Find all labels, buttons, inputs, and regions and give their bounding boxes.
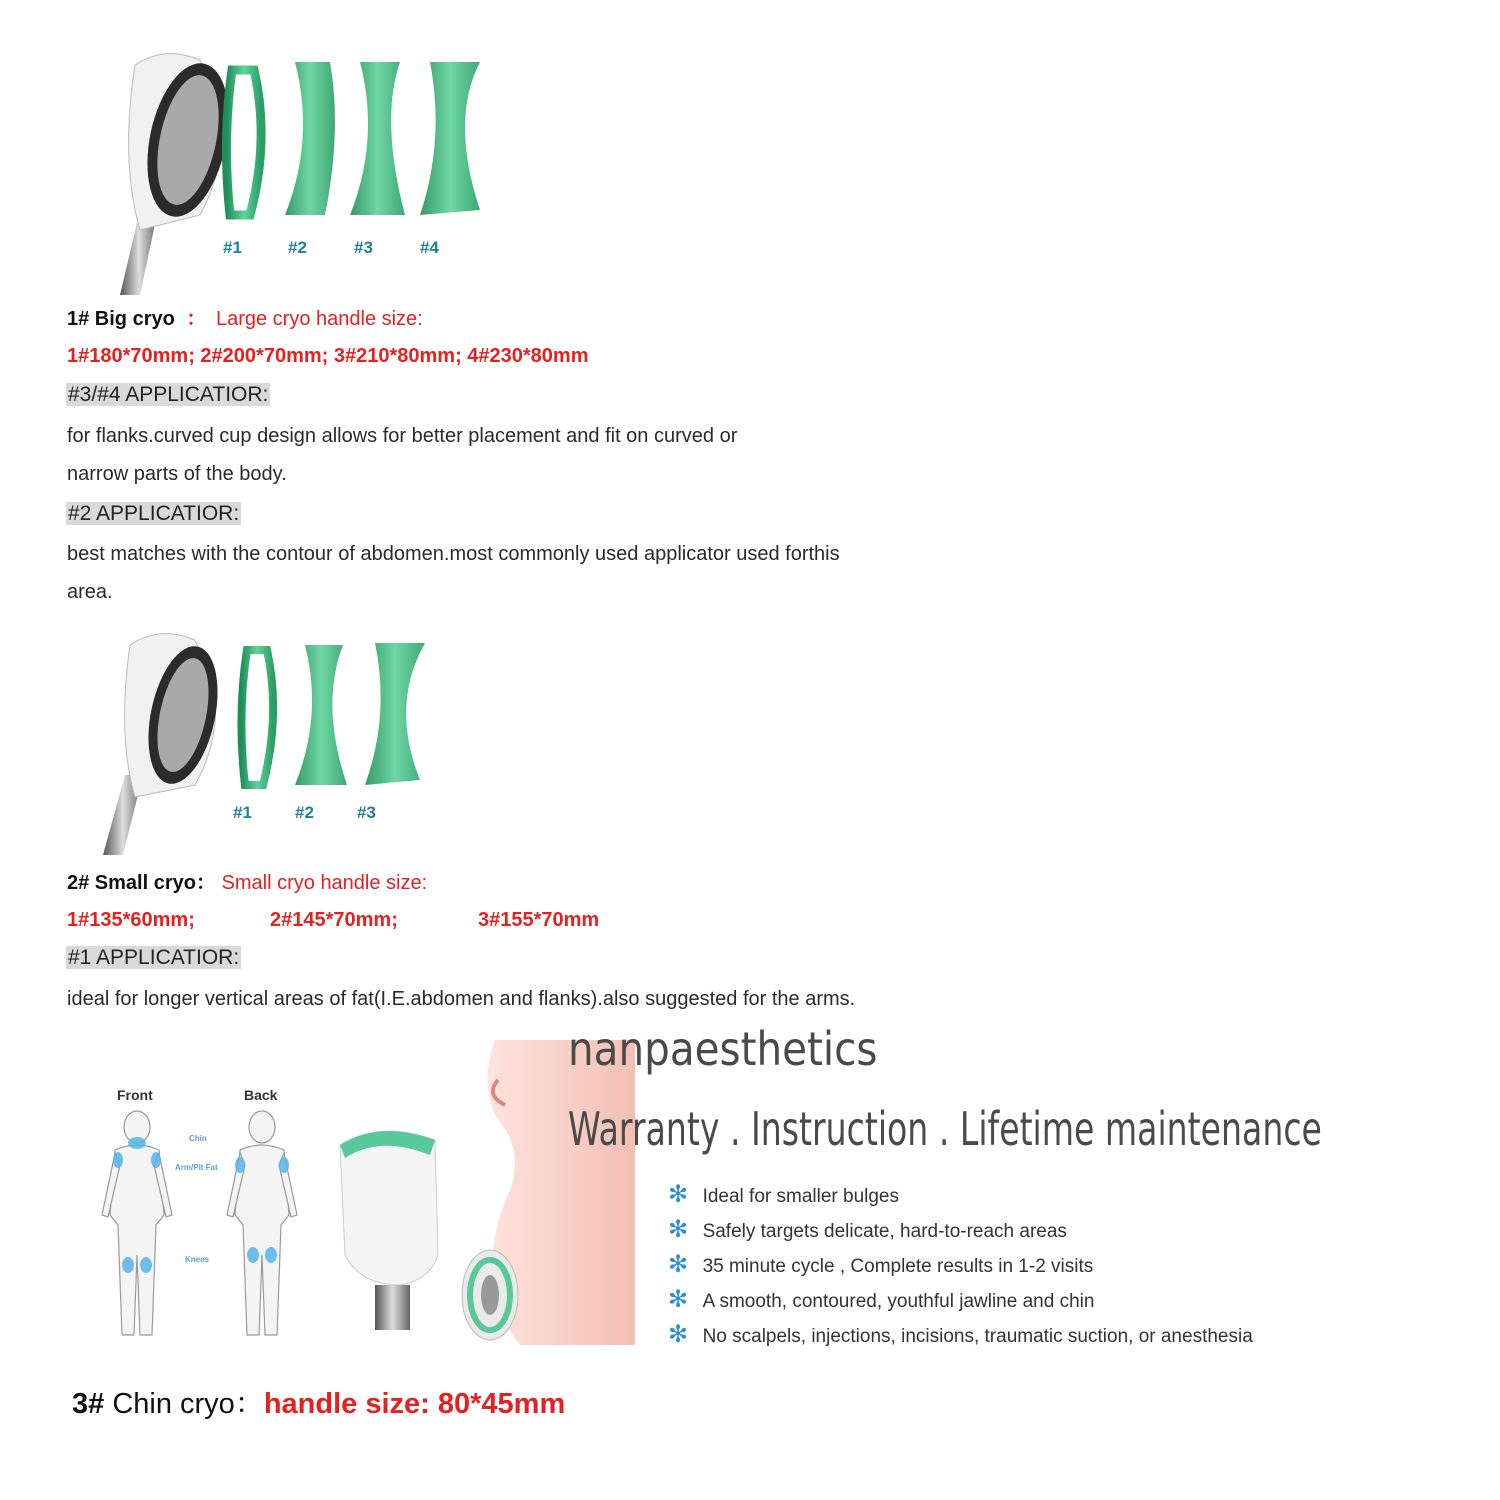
feature-text: No scalpels, injections, incisions, traumatic suction, or anesthesia [702, 1326, 1253, 1347]
applicator-number-2: #2 [288, 238, 307, 257]
chin-cryo-handle-image [320, 1040, 635, 1345]
applicator-34-heading-wrap [66, 383, 270, 407]
applicator-1-heading: #1 APPLICATIOR: [68, 946, 240, 969]
snowflake-icon: ✻ [668, 1181, 689, 1208]
applicator-number-1: #1 [223, 238, 242, 257]
feature-text: A smooth, contoured, youthful jawline and chin [702, 1291, 1095, 1312]
applicator-2-heading: #2 APPLICATIOR: [68, 502, 240, 525]
snowflake-icon: ✻ [668, 1251, 689, 1278]
small-cryo-title: 2# Small cryo [67, 872, 196, 894]
big-cryo-title: 1# Big cryo [67, 308, 175, 330]
small-cryo-title-row [67, 866, 427, 895]
small-applicator-number-3: #3 [357, 803, 376, 822]
applicator-2-desc-line1: best matches with the contour of abdomen.most commonly used applicator used forthis [67, 543, 840, 565]
big-cryo-title-row [67, 302, 423, 331]
small-cryo-title-separator: ： [195, 872, 216, 894]
feature-text: Safely targets delicate, hard-to-reach areas [702, 1221, 1067, 1242]
small-cryo-size-label: Small cryo handle size: [221, 872, 428, 894]
chin-cryo-number: 3# [72, 1388, 105, 1420]
brand-name: nanpaesthetics [568, 1022, 878, 1076]
chin-cryo-handle-size: handle size: 80*45mm [263, 1388, 566, 1420]
applicator-2-desc-line2: area. [67, 581, 113, 603]
feature-list [668, 1180, 1253, 1355]
big-cryo-size-label: Large cryo handle size: [215, 308, 423, 330]
applicator-1-heading-wrap [66, 946, 241, 970]
small-applicator-number-1: #1 [233, 803, 252, 822]
small-cryo-size-3: 3#155*70mm [478, 909, 600, 931]
zone-label-knees: Knees [185, 1255, 210, 1264]
big-cryo-title-separator: ： [186, 308, 207, 330]
snowflake-icon: ✻ [668, 1286, 689, 1313]
small-cryo-size-1: 1#135*60mm; [67, 909, 195, 931]
feature-item [668, 1180, 1253, 1215]
applicator-number-4: #4 [420, 238, 439, 257]
chin-cryo-title: Chin cryo [112, 1388, 235, 1420]
feature-item [668, 1285, 1253, 1320]
front-label: Front [117, 1087, 153, 1103]
applicator-34-heading: #3/#4 APPLICATIOR: [68, 383, 269, 406]
small-applicator-number-2: #2 [295, 803, 314, 822]
back-label: Back [244, 1087, 278, 1103]
snowflake-icon: ✻ [668, 1216, 689, 1243]
feature-item [668, 1215, 1253, 1250]
applicator-34-desc-line1: for flanks.curved cup design allows for better placement and fit on curved or [67, 425, 738, 447]
big-cryo-sizes: 1#180*70mm; 2#200*70mm; 3#210*80mm; 4#230*80mm [67, 345, 589, 367]
feature-item [668, 1250, 1253, 1285]
zone-label-chin: Chin [189, 1134, 207, 1143]
small-cryo-handle-image [85, 625, 445, 855]
small-cryo-size-2: 2#145*70mm; [270, 909, 398, 931]
feature-text: 35 minute cycle , Complete results in 1-2 visits [702, 1256, 1094, 1277]
applicator-2-heading-wrap [66, 502, 241, 526]
feature-text: Ideal for smaller bulges [702, 1186, 899, 1207]
snowflake-icon: ✻ [668, 1321, 689, 1348]
chin-cryo-title-separator: ： [234, 1388, 264, 1420]
brand-tagline: Warranty . Instruction . Lifetime maintenance [568, 1102, 1322, 1156]
chin-cryo-title-row [72, 1381, 565, 1422]
applicator-number-3: #3 [354, 238, 373, 257]
zone-label-armpit: Arm/Pit Fat [175, 1163, 218, 1172]
applicator-1-desc: ideal for longer vertical areas of fat(I.E.abdomen and flanks).also suggested for the arms. [67, 988, 856, 1010]
feature-item [668, 1320, 1253, 1355]
applicator-34-desc-line2: narrow parts of the body. [67, 463, 287, 485]
